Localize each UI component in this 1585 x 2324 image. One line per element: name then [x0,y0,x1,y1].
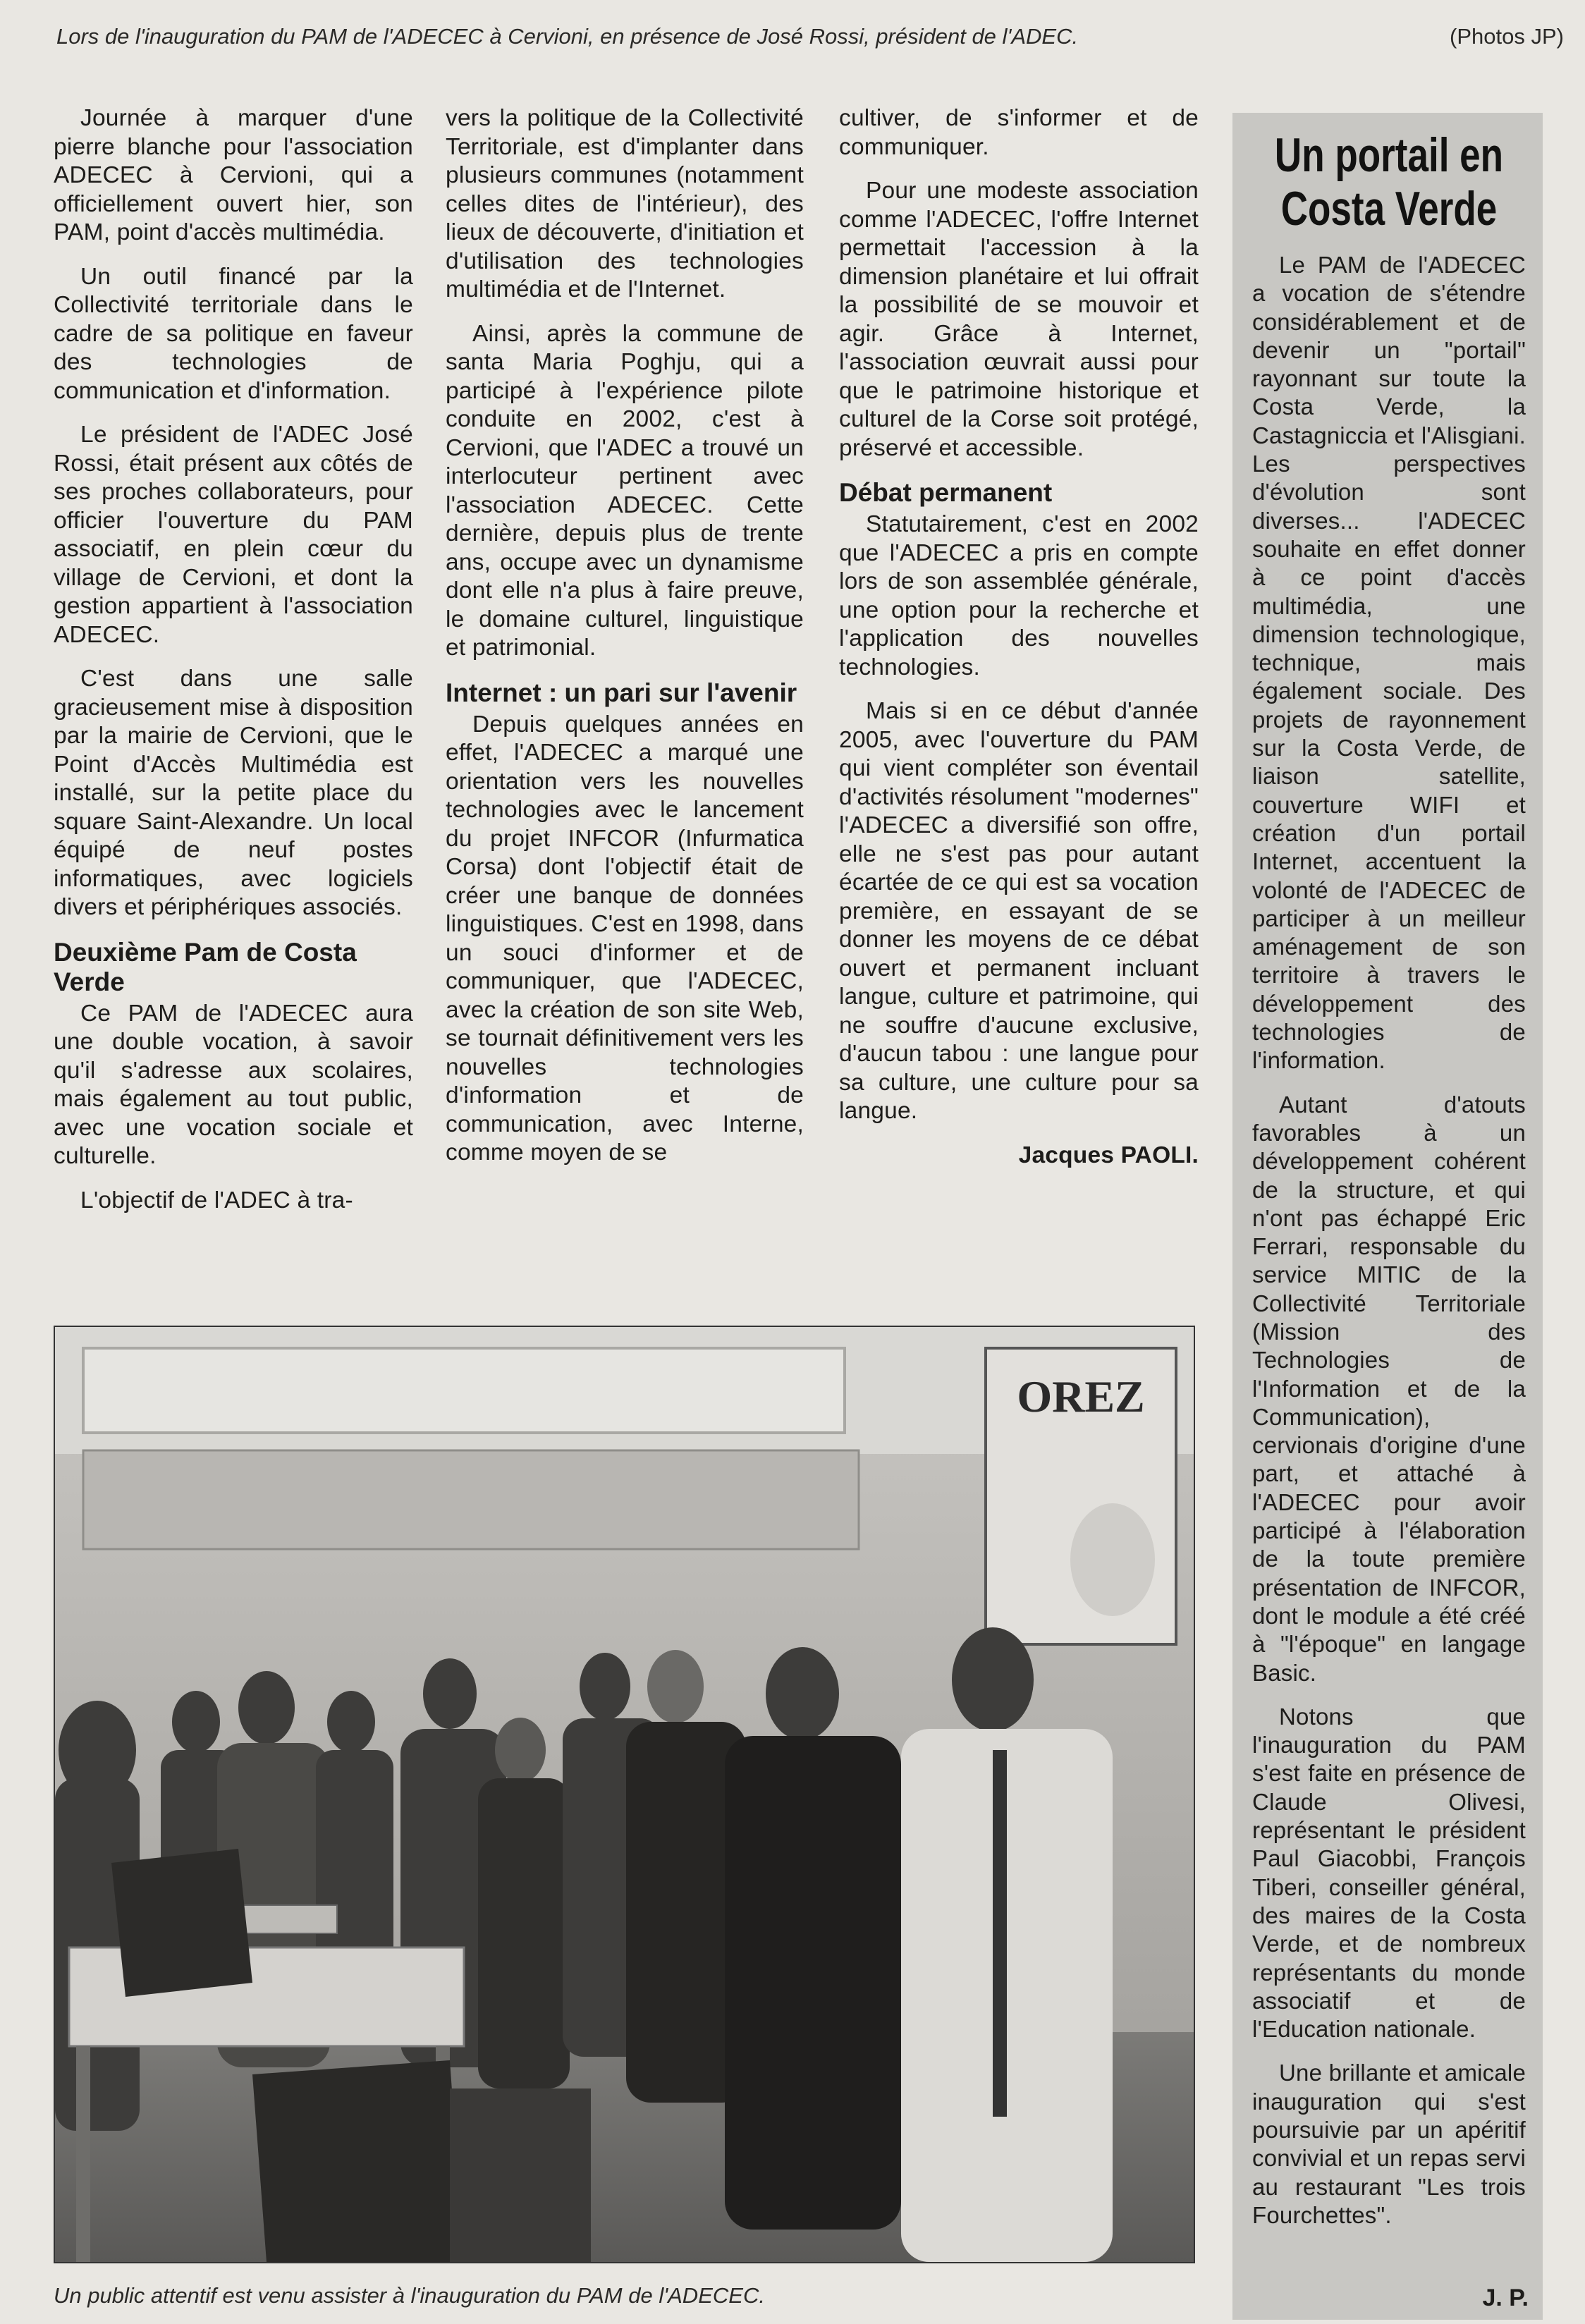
paragraph: vers la politique de la Collectivité Territoriale, est d'implanter dans plusieurs communes (notamment celles dites de l'intérieur), des lieux de découverte, d'initiation et d'utilisation des technologies multimédia et de l'Internet. [446,105,804,302]
paragraph: Mais si en ce début d'année 2005, avec l'ouverture du PAM qui vient compléter son éventail d'activités résolument "modernes" l'ADECEC a diversifié son offre, elle ne s'est pas pour autant écartée de ce qui est sa vocation première, en essayant de se donner les moyens de ce débat ouvert et permanent incluant langue, culture et patrimoine, qui ne souffre d'aucune exclusive, d'aucun tabou : une langue pour sa culture, une culture pour sa langue. [839,698,1199,1124]
poster-sign-text: OREZ [1017,1371,1145,1421]
article-column-2 [446,104,804,1183]
paragraph: Depuis quelques années en effet, l'ADECEC a marqué une orientation vers les nouvelles technologies avec le lancement du projet INFCOR (Infurmatica Corsa) dont l'objectif était de créer une banque de données linguistiques. C'est en 1998, dans un souci d'informer et de communiquer, que l'ADECEC, avec la création de son site Web, se tournait définitivement vers les nouvelles technologies d'information et de communication, avec Interne, comme moyen de se [446,711,804,1166]
paragraph: Le PAM de l'ADECEC a vocation de s'étendre considérablement et de devenir un "portail" rayonnant sur toute la Costa Verde, la Castagniccia et l'Alisgiani. Les perspectives d'évolution sont diverses... l'ADECEC souhaite en effet donner à ce point d'accès multimédia, une dimension technologique, technique, mais également sociale. Des projets de rayonnement sur la Costa Verde, de liaison satellite, couverture WIFI et création d'un portail Internet, accentuent la volonté de l'ADECEC de participer à un meilleur aménagement de son territoire à travers le développement des technologies de l'information. [1252,252,1526,1074]
paragraph: Pour une modeste association comme l'ADECEC, l'offre Internet permettait l'accession à la dimension planétaire et lui offrait la possibilité de se mouvoir et agir. Grâce à Internet, l'association œuvrait aussi pour que le patrimoine historique et culturel de la Corse soit protégé, préservé et accessible. [839,178,1199,461]
subheading: Internet : un pari sur l'avenir [446,678,797,707]
paragraph: Journée à marquer d'une pierre blanche pour l'association ADECEC à Cervioni, qui a officiellement ouvert hier, son PAM, point d'accès multimédia. [54,105,413,245]
subheading: Deuxième Pam de Costa Verde [54,937,357,996]
paragraph: C'est dans une salle gracieusement mise à disposition par la mairie de Cervioni, que le Point d'Accès Multimédia est installé, sur la petite place du square Saint-Alexandre. Un local équipé de neuf postes informatiques, avec logiciels divers et périphériques associés. [54,666,413,920]
photo-credit: (Photos JP) [1450,24,1564,49]
bottom-photo-caption: Un public attentif est venu assister à l'inauguration du PAM de l'ADECEC. [54,2283,765,2308]
paragraph: Un outil financé par la Collectivité territoriale dans le cadre de sa politique en faveur des technologies de communication et d'information. [54,263,413,404]
top-photo-caption: Lors de l'inauguration du PAM de l'ADECEC à Cervioni, en présence de José Rossi, président de l'ADEC. [56,24,1079,49]
article-column-3 [839,104,1199,1185]
sidebar-text [1252,251,1526,2245]
paragraph: Ainsi, après la commune de santa Maria Poghju, qui a participé à l'expérience pilote conduite en 2002, c'est à Cervioni, que l'ADEC a trouvé un interlocuteur pertinent avec l'association ADECEC. Cette dernière, depuis plus de trente ans, occupe avec un dynamisme dont elle n'a plus à faire preuve, le domaine culturel, linguistique et patrimonial. [446,320,804,661]
paragraph: Notons que l'inauguration du PAM s'est faite en présence de Claude Olivesi, représentant le président Paul Giacobbi, François Tiberi, conseiller général, des maires de la Costa Verde, et de nombreux représentants du monde associatif et de l'Education nationale. [1252,1703,1526,2043]
sidebar-title: Un portail en Costa Verde [1274,128,1504,236]
sidebar-signature: J. P. [1482,2285,1529,2311]
inauguration-photo [54,1326,1195,2263]
paragraph: cultiver, de s'informer et de communiquer. [839,105,1199,160]
poster [986,1348,1176,1644]
article-column-1 [54,104,413,1230]
author-signature: Jacques PAOLI. [1018,1142,1199,1168]
paragraph: Une brillante et amicale inauguration qui s'est poursuivie par un apéritif convivial et un repas servi au restaurant "Les trois Fourchettes". [1252,2060,1526,2228]
paragraph: Autant d'atouts favorables à un développement cohérent de la structure, et qui n'ont pas échappé Eric Ferrari, responsable du service MITIC de la Collectivité Territoriale (Mission des Technologies de l'Information et de la Communication), cervionais d'origine d'une part, et attaché à l'ADECEC pour avoir participé à l'élaboration de la toute première présentation de INFCOR, dont le module a été créé à "l'époque" en langage Basic. [1252,1091,1526,1686]
paragraph: Statutairement, c'est en 2002 que l'ADECEC a pris en compte lors de son assemblée générale, une option pour la recherche et l'application des nouvelles technologies. [839,511,1199,680]
subheading: Débat permanent [839,478,1053,507]
paragraph: Le président de l'ADEC José Rossi, était présent aux côtés de ses proches collaborateurs, pour officier l'ouverture du PAM associatif, en plein cœur du village de Cervioni, et dont la gestion appartient à l'association ADECEC. [54,422,413,648]
paragraph: Ce PAM de l'ADECEC aura une double vocation, à savoir qu'il s'adresse aux scolaires, mais également au tout public, avec une vocation sociale et culturelle. [54,1000,413,1169]
paragraph: L'objectif de l'ADEC à tra- [80,1187,353,1213]
